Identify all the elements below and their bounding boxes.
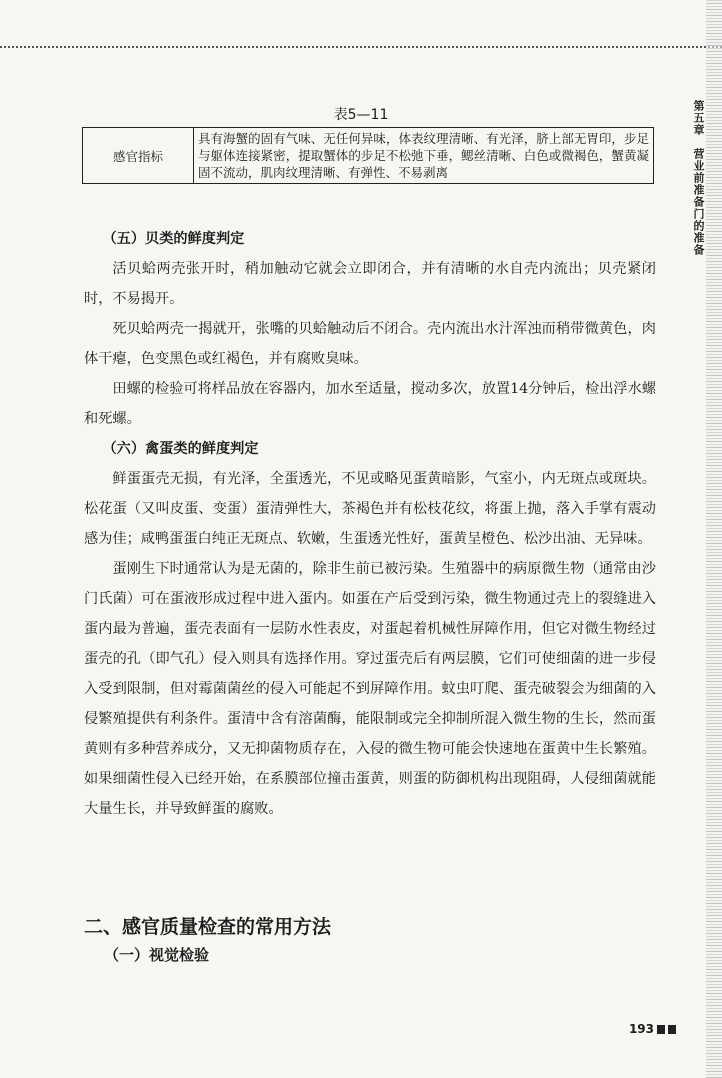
paragraph: 死贝蛤两壳一揭就开，张嘴的贝蛤触动后不闭合。壳内流出水汁浑浊而稍带微黄色，肉体干瘪，色变黑色或红褐色，并有腐败臭味。 — [84, 321, 656, 367]
page-marker-icon — [668, 1025, 676, 1034]
section-heading-eggs: （六）禽蛋类的鲜度判定 — [102, 441, 259, 457]
table-row — [83, 128, 654, 184]
header-dotted-rule — [0, 46, 722, 48]
page-edge-scan-noise — [706, 0, 722, 1078]
table-row-label: 感官指标 — [83, 128, 194, 184]
body-text — [84, 224, 656, 824]
section-heading-shellfish: （五）贝类的鲜度判定 — [102, 231, 245, 247]
page-number — [629, 1022, 676, 1036]
paragraph: 田螺的检验可将样品放在容器内，加水至适量，搅动多次，放置14分钟后，检出浮水螺和死螺。 — [84, 381, 656, 427]
page-number-text: 193 — [628, 1022, 654, 1036]
table-title: 表5—11 — [333, 107, 389, 123]
paragraph: 鲜蛋蛋壳无损，有光泽，全蛋透光，不见或略见蛋黄暗影，气室小，内无斑点或斑块。松花蛋（又叫皮蛋、变蛋）蛋清弹性大，茶褐色并有松枝花纹，将蛋上抛，落入手掌有震动感为佳；咸鸭蛋蛋白纯正无斑点、软嫩，生蛋透光性好，蛋黄呈橙色、松沙出油、无异味。 — [84, 471, 656, 547]
table-row-text: 具有海蟹的固有气味、无任何异味，体表纹理清晰、有光泽，脐上部无胃印，步足与躯体连接紧密，提取蟹体的步足不松弛下垂，鳃丝清晰、白色或微褐色，蟹黄凝固不流动，肌肉纹理清晰、有弹性、不易剥离 — [194, 128, 654, 184]
paragraph: 蛋刚生下时通常认为是无菌的，除非生前已被污染。生殖器中的病原微生物（通常由沙门氏菌）可在蛋液形成过程中进入蛋内。如蛋在产后受到污染，微生物通过壳上的裂缝进入蛋内最为普遍，蛋壳表面有一层防水性表皮，对蛋起着机械性屏障作用，但它对微生物经过蛋壳的孔（即气孔）侵入则具有选择作用。穿过蛋壳后有两层膜，它们可使细菌的进一步侵入受到限制，但对霉菌菌丝的侵入可能起不到屏障作用。蚊虫叮爬、蛋壳破裂会为细菌的入侵繁殖提供有利条件。蛋清中含有溶菌酶，能限制或完全抑制所混入微生物的生长，然而蛋黄则有多种营养成分，又无抑菌物质存在，入侵的微生物可能会快速地在蛋黄中生长繁殖。如果细菌性侵入已经开始，在系膜部位撞击蛋黄，则蛋的防御机构出现阻碍，人侵细菌就能大量生长，并导致鲜蛋的腐败。 — [84, 561, 656, 817]
page-marker-icon — [657, 1025, 665, 1034]
paragraph: 活贝蛤两壳张开时，稍加触动它就会立即闭合，并有清晰的水自壳内流出；贝壳紧闭时，不易揭开。 — [84, 261, 656, 307]
section-heading-methods: 二、感官质量检查的常用方法 — [84, 916, 332, 938]
sensory-index-table — [82, 127, 654, 184]
chapter-side-tab: 第五章 营业前准备门的准备 — [692, 100, 705, 256]
subsection-heading-visual: （一）视觉检验 — [104, 946, 210, 964]
